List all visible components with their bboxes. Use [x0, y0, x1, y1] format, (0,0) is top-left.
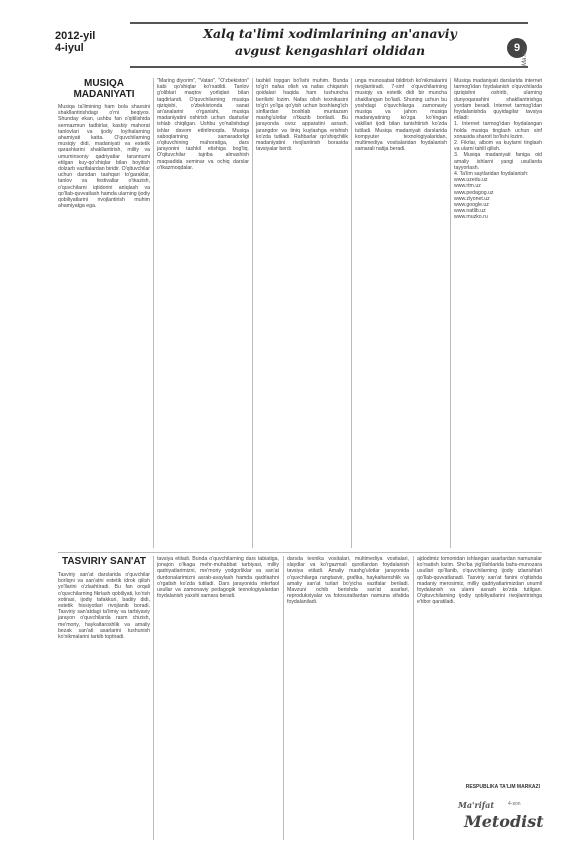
section-title-line2: avgust kengashlari oldidan — [234, 43, 426, 58]
section-title-line1: Xalq ta'limi xodimlarining an'anaviy — [203, 26, 457, 41]
section-divider — [58, 552, 542, 553]
logo-name: Metodist — [464, 812, 544, 831]
musiqa-column-5: Musiqa madaniyati darslarida internet tarmog'idan foydalanish o'quvchilarda qiziqishni oshirib, ularning dunyoqarashini shakllantirishga yordam beradi. Internet tarmog'idan foydalanishda quyidagilar tavsiya etiladi: 1. Internet tarmog'idan foydalangan holda musiqa tinglash uchun sinf xonasida sharoit bo'lishi lozim. 2. Fikrlar, albom va kuylarni tinglash va ularni tahlil qilish. 3. Musiqa madaniyati faniga oid amaliy ishlarni yangi usullarda tayyorlash. 4. Ta'lim saytlaridan foydalanish: www.uzedu.uz www.rtm.uz www.pedagog.uz www.ziyonet.uz www.google.uz www.natlib.uz www.muzko.ru — [454, 78, 542, 221]
tasviriy-column-2: tavsiya etiladi. Bunda o'quvchilarning dars tabiatiga, jonajon o'lkaga mehr-muhabbat tarbiyasi, milliy qadriyatlarimizni, me'moriy yodgorliklar va san'at durdonalarimizni asrab-avaylash hamda qadrlashni o'rgatish ko'zda tutiladi. Dars jarayonida interfaol usullar va zamonaviy pedagogik texnologiyalardan foydalanish yaxshi samara beradi. — [157, 556, 281, 600]
column-divider — [351, 78, 352, 548]
section-title — [140, 25, 520, 59]
musiqa-heading-line2: MADANIYATI — [73, 89, 135, 100]
logo-brand: Ma'rifat — [458, 800, 495, 810]
column-divider — [153, 78, 154, 548]
tasviriy-column-4: ajdodimiz tomonidan ishlangan asarlardan namunalar ko'rsatish lozim. Sho'ba yig'ilishlarida bahs-munozara usullari qo'llanib, o'quvchilarning ijodiy izlanishlari qo'llab-quvvatlanadi. Tasviriy san'at fanini o'qitishda madaniy merosimiz, milliy qadriyatlarimizdan unumli foydalanish va ularni asrash ko'zda tutilgan. O'qituvchilarning ijodiy qobiliyatlarini rivojlantirishga e'tibor qaratiladi. — [417, 556, 544, 606]
logo-edition: 4-son — [508, 801, 521, 807]
musiqa-column-4: unga munosabat bildirish ko'nikmalarini rivojlantiradi. 7-sinf o'quvchilarining musiqiy va estetik didi bir muncha shakllangan bo'ladi. Shuning uchun bu yoshdagi o'quvchilarga zamonaviy musiqa va jahon musiqa madaniyatining ko'zga ko'ringan vakillari ijodi bilan tanishtirish ko'zda tutiladi. Musiqa madaniyati darslarida kompyuter texnologiyalaridan, multimediya vositalaridan foydalanish samarali natija beradi. — [355, 78, 449, 153]
column-divider — [153, 556, 154, 840]
page-header — [0, 0, 577, 78]
column-divider — [252, 78, 253, 548]
tasviriy-heading: TASVIRIY SAN'AT — [61, 556, 147, 567]
column-divider — [413, 556, 414, 840]
issue-year: 2012-yil — [55, 30, 96, 42]
musiqa-column-3: tashkil topgan bo'lishi muhim. Bunda to'g'ri nafas olish va nafas chiqarish qoidalari haqida ham tushuncha berilishi lozim. Nafas olish texnikasini to'g'ri yo'lga qo'yish uchun boshlang'ich sinflardan boshlab muntazam mashg'ulotlar o'tkazib boriladi. Bu jarayonda ovoz apparatini asrash, jarangdor va tiniq kuylashga erishish ko'zda tutiladi. Rahbarlar qo'shiqchilik madaniyatini rivojlantirish borasida tavsiyalar berdi. — [256, 78, 350, 153]
musiqa-column-2: "Maring diyorim", "Vatan", "O'zbekiston" kabi qo'shiqlar ko'rsatildi. Tanlov g'oliblari maqtov yorliqlari bilan taqdirlandi. O'quvchilarning musiqa qiziqishi, o'zbekistonda sanat an'analarini o'rganishi, musiqa madaniyatini oshirish uchun dasturlar ishlab chiqilgan. Ushbu yo'nalishdagi ishlar davom ettirilmoqda. Musiqa saboqlarining samaradorligi o'qituvchining mahoratiga, dars jarayonini tashkil etishiga bog'liq. O'qituvchilar tajriba almashish maqsadida seminar va ochiq darslar o'tkazmoqdalar. — [157, 78, 251, 171]
page-number: 9 — [507, 38, 527, 58]
issue-day: 4-iyul — [55, 42, 84, 54]
article-signature: RESPUBLIKA TA'LIM MARKAZI — [465, 784, 540, 790]
tasviriy-column-3: darsda texnika vositalari, multimediya vositalari, slaydlar va ko'rgazmali qurollardan foydalanish tavsiya etiladi. Amaliy mashg'ulotlar jarayonida o'quvchilarga rangtasvir, grafika, haykaltaroshlik va amaliy san'at turlari bo'yicha vazifalar beriladi. Mavzuni ochib berishda san'at asarlari, reproduksiyalar va fotosuratlardan namuna sifatida foydalaniladi. — [287, 556, 411, 606]
musiqa-heading-line1: MUSIQA — [84, 78, 124, 89]
column-divider — [450, 78, 451, 548]
metodist-logo — [458, 800, 544, 840]
tasviriy-column-1: Tasviriy san'at darslarida o'quvchilar borliqni va san'atni estetik idrok qilish yo'llarini o'zlashtiradi. Bu fan orqali o'quvchilarning fikrlash qobiliyati, ko'rish xotirasi, ijodiy tafakkuri, badiiy didi, estetik hissiyotlari rivojlanib boradi. Tasviriy san'atdagi ta'limiy va tarbiyaviy jarayon o'quvchilarda rasm chizish, me'moriy, haykaltaroshlik va amaliy bezak san'ati asarlarini tushunish ko'nikmalarini tarkib toptiradi. — [58, 572, 152, 641]
side-brand: Ma'rifat — [522, 46, 528, 66]
column-divider — [283, 556, 284, 840]
musiqa-column-1: Musiqa ta'limining ham bola shaxsini shakllantirishdagi o'rni beqiyos. Shunday ekan, ushbu fan o'qitilishida sermazmun tadbirlar, kasbiy mahorat tanlovlari va ijodiy loyihalarning ahamiyati katta. O'quvchilarning musiqiy didi, madaniyati va estetik qarashlarini shakllantirish, milliy va umuminsoniy qadriyatlar tarannumi etilgan kuy-qo'shiqlar bilan boyitish dolzarb vazifalardan biridir. O'qituvchilar uchun darsdan tashqari to'garaklar, tanlov va festivallar o'tkazish, o'quvchilarni iqtidorini aniqlash va qo'llab-quvvatlash hamda ularning ijodiy qobiliyatlarini rivojlantirish muhim ahamiyatga ega. — [58, 104, 152, 210]
musiqa-heading — [58, 78, 150, 100]
issue-date — [55, 30, 135, 54]
